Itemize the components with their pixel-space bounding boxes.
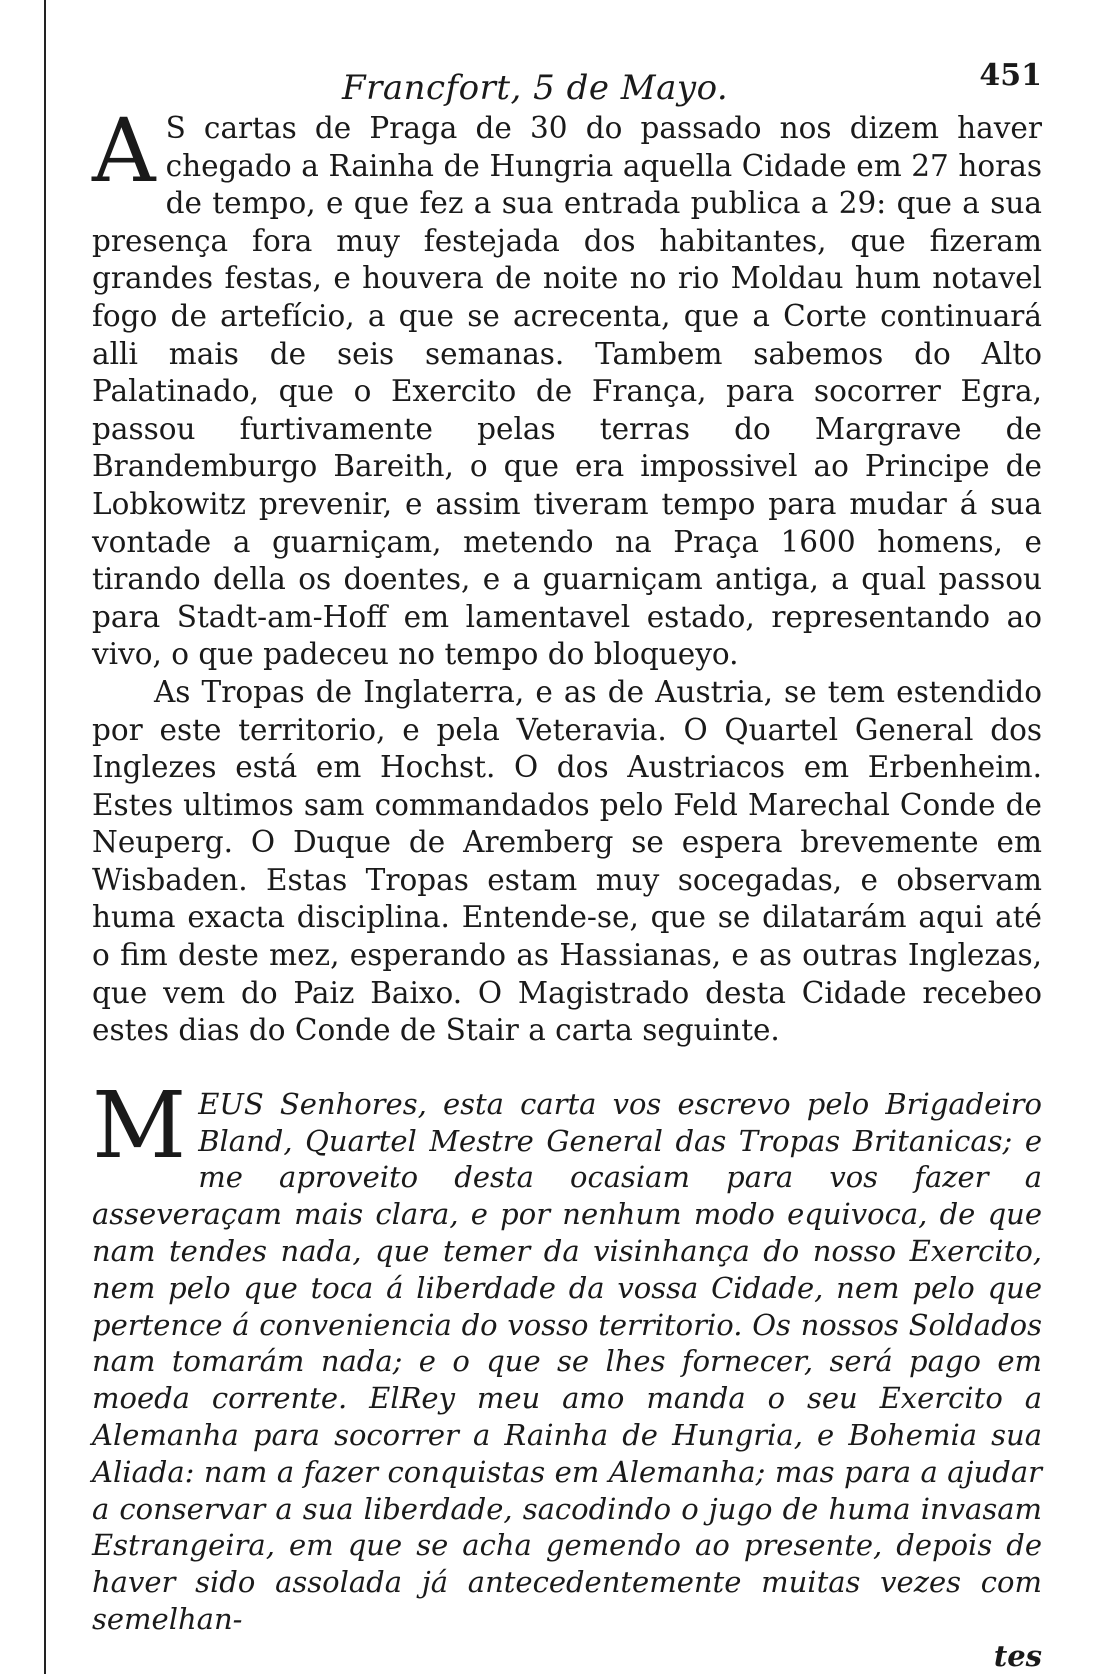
catchword: tes xyxy=(993,1638,1042,1673)
page-header xyxy=(92,58,1042,110)
page-number: 451 xyxy=(979,58,1042,93)
letter-text: EUS Senhores, esta carta vos escrevo pelo Brigadeiro Bland, Quartel Mestre General das Tropas Britanicas; e me aproveito desta ocasiam para vos fazer a asseveraçam mais clara, e por nenhum modo equivoca, de que nam tendes nada, que temer da visinhança do nosso Exercito, nem pelo que toca á liberdade da vossa Cidade, nem pelo que pertence á conveniencia do vosso territorio. Os nossos Soldados nam tomarám nada; e o que se lhes fornecer, será pago em moeda corrente. ElRey meu amo manda o seu Exercito a Alemanha para socorrer a Rainha de Hungria, e Bohemia sua Aliada: nam a fazer conquistas em Alemanha; mas para a ajudar a conservar a sua liberdade, sacodindo o jugo de huma invasam Estrangeira, em que se acha gemendo ao presente, depois de haver sido assolada já antecedentemente muitas vezes com semelhan- xyxy=(92,1086,1042,1636)
article-paragraph-2: As Tropas de Inglaterra, e as de Austria, se tem estendido por este territorio, e pela Veteravia. O Quartel General dos Inglezes está em Hochst. O dos Austriacos em Erbenheim. Estes ultimos sam commandados pelo Feld Marechal Conde de Neuperg. O Duque de Aremberg se espera brevemente em Wisbaden. Estas Tropas estam muy socegadas, e observam huma exacta disciplina. Entende-se, que se dilatarám aqui até o fim deste mez, esperando as Hassianas, e as outras Inglezas, que vem do Paiz Baixo. O Magistrado desta Cidade recebeo estes dias do Conde de Stair a carta seguinte. xyxy=(92,674,1042,1048)
dateline: Francfort, 5 de Mayo. xyxy=(342,68,729,108)
drop-cap-m: M xyxy=(92,1071,187,1179)
letter-block xyxy=(92,1071,1042,1638)
article-paragraph-1 xyxy=(92,99,1042,674)
paragraph-1-text: S cartas de Praga de 30 do passado nos dizem haver chegado a Rainha de Hungria aquella Cidade em 27 horas de tempo, e que fez a sua entrada publica a 29: que a sua presença fora muy festejada dos habitantes, que fizeram grandes festas, e houvera de noite no rio Moldau hum notavel fogo de artefício, a que se acrecenta, que a Corte continuará alli mais de seis semanas. Tambem sabemos do Alto Palatinado, que o Exercito de França, para socorrer Egra, passou furtivamente pelas terras do Margrave de Brandemburgo Bareith, o que era impossivel ao Principe de Lobkowitz prevenir, e assim tiveram tempo para mudar á sua vontade a guarniçam, metendo na Praça 1600 homens, e tirando della os doentes, e a guarniçam antiga, a qual passou para Stadt-am-Hoff em lamentavel estado, representando ao vivo, o que padeceu no tempo do bloqueyo. xyxy=(92,111,1042,672)
drop-cap-a: A xyxy=(92,99,156,202)
page-left-border xyxy=(44,0,46,1674)
document-page xyxy=(92,58,1042,1674)
